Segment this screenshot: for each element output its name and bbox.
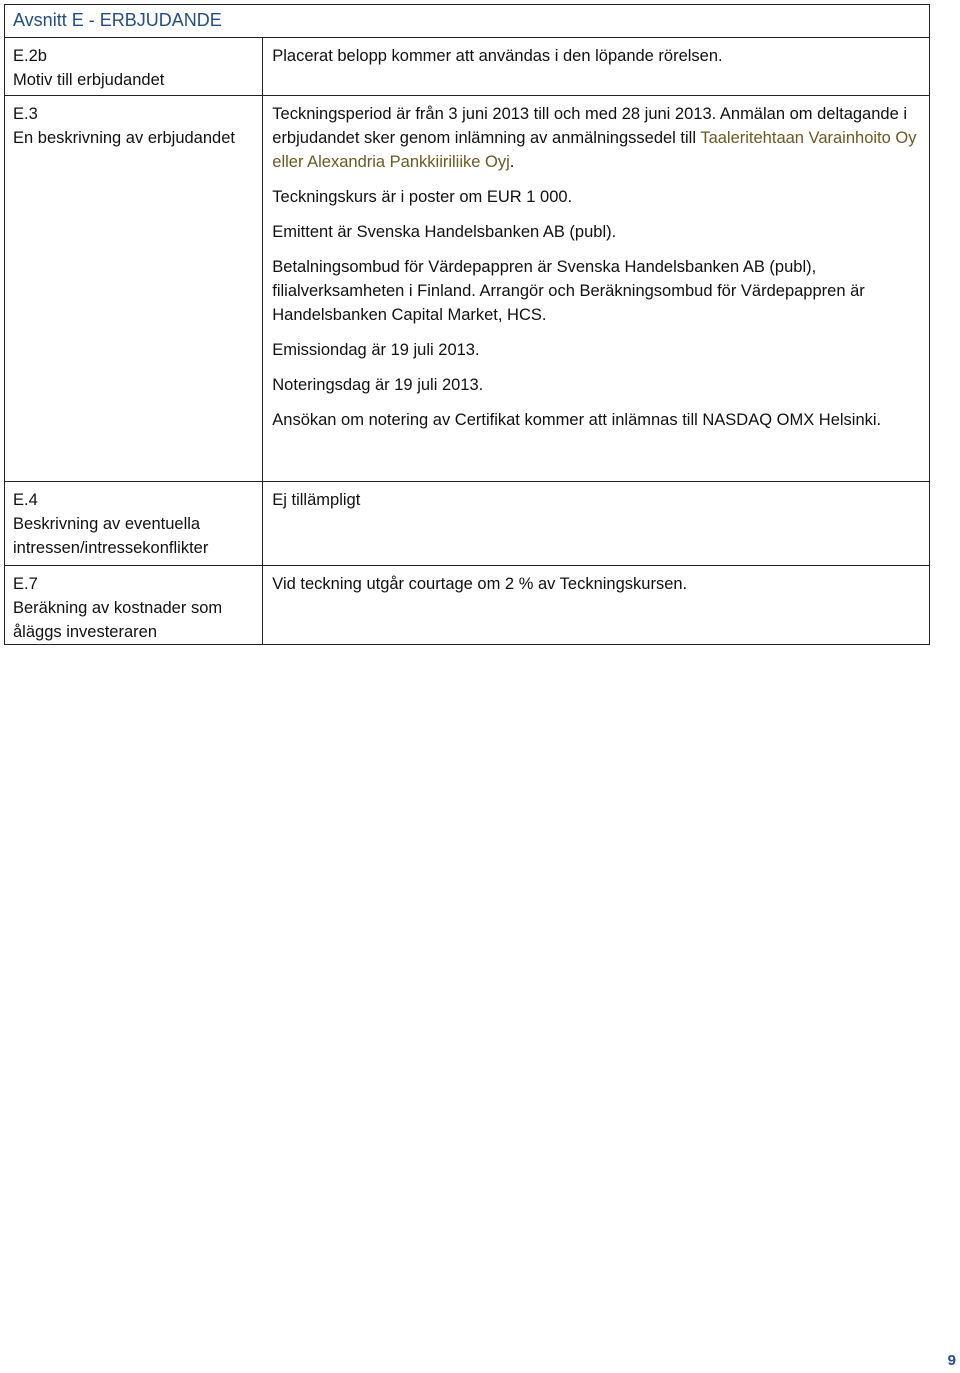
element-code: E.4	[13, 491, 38, 509]
page-number: 9	[947, 1352, 956, 1369]
element-title: Beräkning av kostnader som åläggs investeraren	[13, 599, 223, 641]
element-title: Beskrivning av eventuella intressen/intressekonflikter	[13, 515, 209, 557]
summary-table	[4, 4, 930, 645]
element-code: E.3	[13, 105, 38, 123]
subscription-price-paragraph: Teckningskurs är i poster om EUR 1 000.	[272, 188, 573, 206]
content-paragraph: Vid teckning utgår courtage om 2 % av Teckningskursen.	[272, 575, 688, 593]
element-content-cell	[263, 96, 930, 482]
element-content-cell	[263, 38, 930, 96]
table-row-e7	[5, 566, 930, 645]
subscription-period-end: .	[509, 153, 515, 171]
table-row-e3	[5, 96, 930, 482]
element-label-cell	[5, 482, 263, 566]
element-content-cell	[263, 566, 930, 645]
section-header-row	[5, 5, 930, 38]
subscription-period-paragraph	[272, 102, 919, 174]
section-header-cell	[5, 5, 930, 38]
element-label-cell	[5, 96, 263, 482]
issuer-paragraph: Emittent är Svenska Handelsbanken AB (publ).	[272, 223, 617, 241]
element-title: Motiv till erbjudandet	[13, 71, 165, 89]
listing-date-paragraph: Noteringsdag är 19 juli 2013.	[272, 376, 484, 394]
content-paragraph: Ej tillämpligt	[272, 491, 361, 509]
issue-date-paragraph: Emissiondag är 19 juli 2013.	[272, 341, 480, 359]
intermediary-names: Taaleritehtaan Varainhoito Oy eller Alexandria Pankkiiriliike Oyj	[272, 129, 917, 171]
table-row-e4	[5, 482, 930, 566]
content-paragraph: Placerat belopp kommer att användas i den löpande rörelsen.	[272, 47, 723, 65]
element-label-cell	[5, 38, 263, 96]
element-code: E.7	[13, 575, 38, 593]
element-label-cell	[5, 566, 263, 645]
element-title: En beskrivning av erbjudandet	[13, 129, 235, 147]
section-title: Avsnitt E - ERBJUDANDE	[13, 10, 222, 30]
element-content-cell	[263, 482, 930, 566]
listing-application-paragraph: Ansökan om notering av Certifikat kommer att inlämnas till NASDAQ OMX Helsinki.	[272, 411, 882, 429]
subscription-period-text: Teckningsperiod är från 3 juni 2013 till och med 28 juni 2013. Anmälan om deltagande i erbjudandet sker genom inlämning av anmälningssedel till	[272, 105, 908, 147]
element-code: E.2b	[13, 47, 47, 65]
paying-agent-paragraph: Betalningsombud för Värdepappren är Svenska Handelsbanken AB (publ), filialverksamheten i Finland. Arrangör och Beräkningsombud för Värdepappren är Handelsbanken Capital Market, HCS.	[272, 258, 865, 324]
table-row-e2b	[5, 38, 930, 96]
